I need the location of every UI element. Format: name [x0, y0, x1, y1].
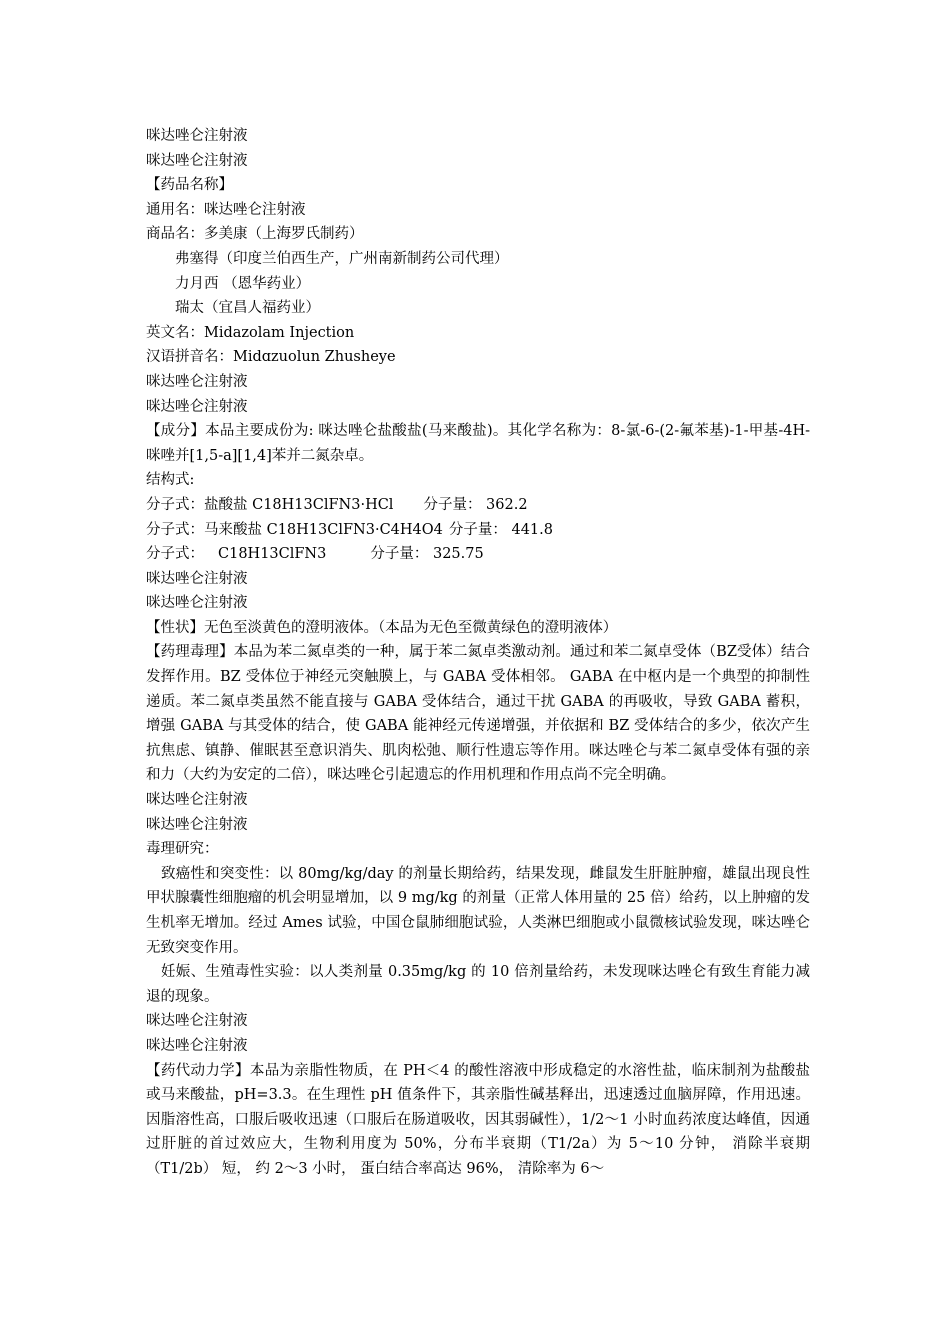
repeat-title: 咪达唑仑注射液 — [146, 1037, 248, 1054]
formula-base-label: 分子式： — [146, 546, 204, 563]
weight-base: 分子量： 325.75 — [370, 546, 484, 563]
reproduction-paragraph: 妊娠、生殖毒性实验：以人类剂量 0.35mg/kg 的 10 倍剂量给药，未发现咪达唑仑有致生育能力减退的现象。 — [146, 964, 810, 1005]
repeat-title: 咪达唑仑注射液 — [146, 816, 248, 833]
formula-hcl: 分子式：盐酸盐 C18H13ClFN3·HCl — [146, 496, 394, 513]
repeat-title: 咪达唑仑注射液 — [146, 792, 248, 809]
carcinogenicity-paragraph: 致癌性和突变性：以 80mg/kg/day 的剂量长期给药，结果发现，雌鼠发生肝脏肿瘤，雄鼠出现良性甲状腺囊性细胞瘤的机会明显增加，以 9 mg/kg 的剂量（正常人体用量的 25 倍）给药，以上肿瘤的发生机率无增加。经过 Ames 试验，中国仓鼠肺细胞试验，人类淋巴细胞或小鼠微核试验发现，咪达唑仑无致突变作用。 — [146, 865, 810, 956]
trade-name-3: 力月西 （恩华药业） — [175, 275, 311, 292]
doc-title-repeat: 咪达唑仑注射液 — [146, 152, 248, 169]
repeat-title: 咪达唑仑注射液 — [146, 595, 248, 612]
pinyin-name: 汉语拼音名：Midɑzuolun Zhusheye — [146, 349, 396, 366]
trade-name-4: 瑞太（宜昌人福药业） — [175, 300, 320, 317]
formula-row-maleate — [146, 518, 810, 543]
section-properties: 【性状】无色至淡黄色的澄明液体。（本品为无色至微黄绿色的澄明液体） — [146, 619, 618, 636]
section-drug-name: 【药品名称】 — [146, 177, 233, 194]
repeat-title: 咪达唑仑注射液 — [146, 1013, 248, 1030]
repeat-title: 咪达唑仑注射液 — [146, 570, 248, 587]
generic-name: 通用名：咪达唑仑注射液 — [146, 201, 306, 218]
formula-maleate: 分子式：马来酸盐 C18H13ClFN3·C4H4O4 — [146, 521, 443, 538]
formula-base: C18H13ClFN3 — [218, 546, 327, 563]
section-pharmacology: 【药理毒理】本品为苯二氮卓类的一种，属于苯二氮卓类激动剂。通过和苯二氮卓受体（BZ受体）结合发挥作用。BZ 受体位于神经元突触膜上，与 GABA 受体相邻。 GABA 在中枢内是一个典型的抑制性递质。苯二氮卓类虽然不能直接与 GABA 受体结合，通过干扰 GABA 的再吸收，导致 GABA 蓄积，增强 GABA 与其受体的结合，使 GABA 能神经元传递增强，并依据和 BZ 受体结合的多少，依次产生抗焦虑、镇静、催眠甚至意识消失、肌肉松弛、顺行性遗忘等作用。咪达唑仑与苯二氮卓受体有强的亲和力（大约为安定的二倍），咪达唑仑引起遗忘的作用机理和作用点尚不完全明确。 — [146, 644, 810, 784]
formula-row-hcl — [146, 493, 810, 518]
doc-title: 咪达唑仑注射液 — [146, 128, 248, 144]
document-page — [146, 124, 810, 1182]
toxicology-label: 毒理研究： — [146, 841, 219, 858]
section-composition: 【成分】本品主要成份为: 咪达唑仑盐酸盐(马来酸盐)。其化学名称为：8-氯-6-(2-氟苯基)-1-甲基-4H-咪唑并[1,5-a][1,4]苯并二氮杂卓。 — [146, 423, 810, 464]
repeat-title: 咪达唑仑注射液 — [146, 398, 248, 415]
weight-hcl: 分子量： 362.2 — [423, 496, 528, 513]
formula-row-base — [146, 542, 810, 567]
repeat-title: 咪达唑仑注射液 — [146, 373, 248, 390]
weight-maleate: 分子量： 441.8 — [448, 521, 553, 538]
structure-label: 结构式: — [146, 472, 195, 489]
trade-name-2: 弗塞得（印度兰伯西生产，广州南新制药公司代理） — [175, 250, 509, 267]
english-name: 英文名：Midazolam Injection — [146, 324, 355, 341]
trade-name: 商品名：多美康（上海罗氏制药） — [146, 226, 364, 243]
section-pharmacokinetics: 【药代动力学】本品为亲脂性物质，在 PH＜4 的酸性溶液中形成稳定的水溶性盐，临床制剂为盐酸盐或马来酸盐，pH=3.3。在生理性 pH 值条件下，其亲脂性碱基释出，迅速透过血脑屏障，作用迅速。因脂溶性高，口服后吸收迅速（口服后在肠道吸收，因其弱碱性），1/2～1 小时血药浓度达峰值，因通过肝脏的首过效应大，生物利用度为 50%，分布半衰期（T1/2a）为 5～10 分钟， 消除半衰期 （T1/2b） 短， 约 2～3 小时， 蛋白结合率高达 96%， 清除率为 6～ — [146, 1062, 810, 1177]
